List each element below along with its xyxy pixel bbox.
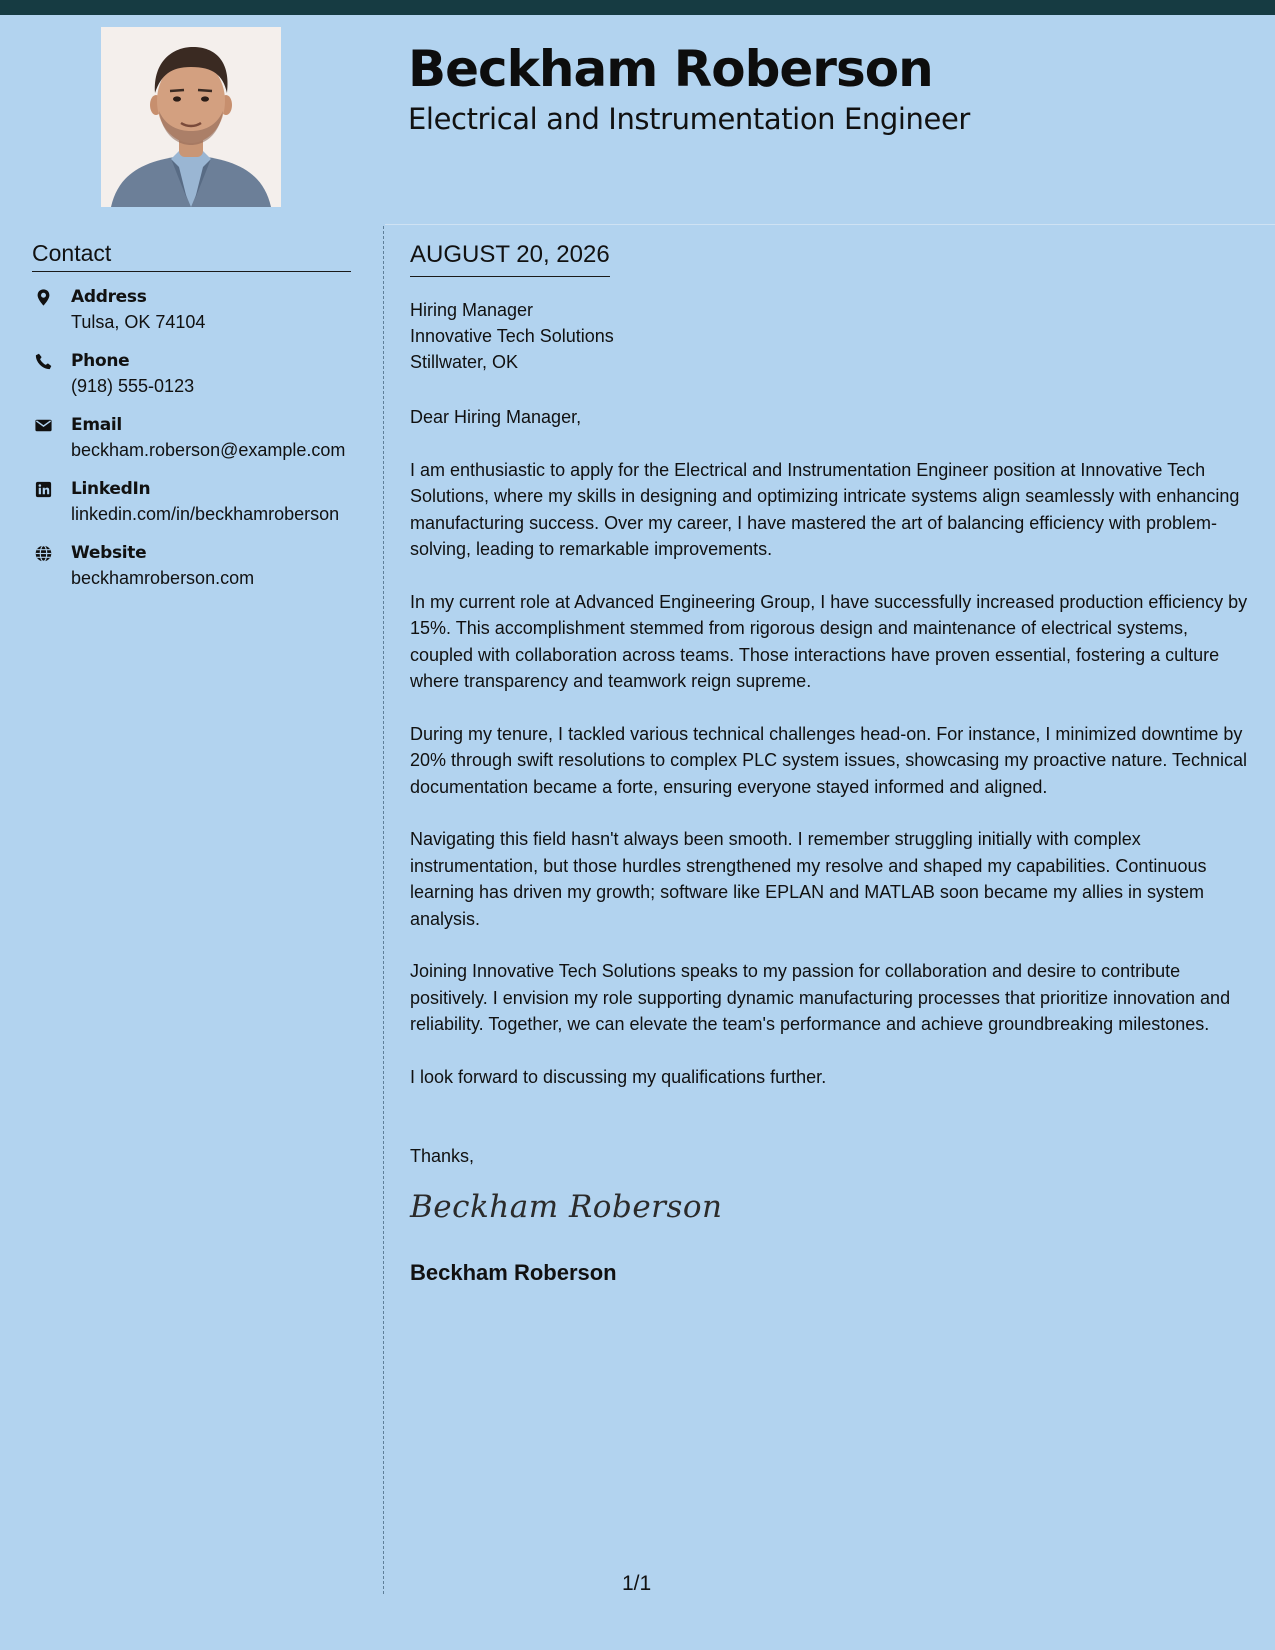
letter-paragraph: Joining Innovative Tech Solutions speaks to my passion for collaboration and desire to contribute positively. I envision my role supporting dynamic manufacturing processes that prioritize innovation and reliability. Together, we can elevate the team's performance and achieve groundbreaking milestones. [410,961,1231,1034]
applicant-job-title: Electrical and Instrumentation Engineer [408,102,970,136]
recipient-location: Stillwater, OK [410,352,519,372]
recipient-company: Innovative Tech Solutions [410,326,614,346]
contact-heading: Contact [32,240,351,272]
column-divider [383,226,384,1594]
letter-paragraph: Navigating this field hasn't always been smooth. I remember struggling initially with complex instrumentation, but those hurdles strengthened my resolve and shaped my capabilities. Continuous learning has driven my growth; software like EPLAN and MATLAB soon became my allies in system analysis. [410,829,1207,929]
profile-photo [101,27,281,207]
contact-value-address: Tulsa, OK 74104 [71,312,206,332]
contact-item-linkedin [32,477,351,527]
contact-label-address: Address [71,287,147,307]
contact-item-address [32,285,351,335]
contact-label-linkedin: LinkedIn [71,479,151,499]
contact-value-phone[interactable]: (918) 555-0123 [71,376,195,396]
map-pin-icon [34,288,53,307]
portrait-illustration [101,27,281,207]
contact-label-phone: Phone [71,351,130,371]
phone-icon [34,352,53,371]
cover-letter-body [410,240,1248,1286]
applicant-name: Beckham Roberson [408,40,933,98]
contact-label-website: Website [71,543,147,563]
contact-label-email: Email [71,415,122,435]
recipient-name: Hiring Manager [410,300,534,320]
salutation: Dear Hiring Manager, [410,407,582,427]
letter-paragraph: In my current role at Advanced Engineering Group, I have successfully increased production efficiency by 15%. This accomplishment stemmed from rigorous design and maintenance of electrical systems, coupled with collaboration across teams. Those interactions have proven essential, fostering a culture where transparency and teamwork reign supreme. [410,591,1248,691]
contact-item-phone [32,349,351,399]
closing-line: I look forward to discussing my qualifications further. [410,1066,827,1087]
globe-icon [34,544,53,563]
contact-item-email [32,413,351,463]
letter-paragraph: I am enthusiastic to apply for the Electrical and Instrumentation Engineer position at Innovative Tech Solutions, where my skills in designing and optimizing intricate systems align seamlessly with enhancing manufacturing success. Over my career, I have mastered the art of balancing efficiency with problem-solving, leading to remarkable improvements. [410,459,1240,559]
letter-paragraph: During my tenure, I tackled various technical challenges head-on. For instance, I minimized downtime by 20% through swift resolutions to complex PLC system issues, showcasing my proactive nature. Technical documentation became a forte, ensuring everyone stayed informed and aligned. [410,723,1248,797]
linkedin-icon [34,480,53,499]
recipient-block [410,297,1248,375]
top-accent-bar [0,0,1275,15]
page-number: 1/1 [622,1572,652,1595]
header-divider [385,224,1275,225]
contact-item-website [32,541,351,591]
letter-date: AUGUST 20, 2026 [410,240,610,277]
contact-sidebar [32,240,351,605]
envelope-icon [34,416,53,435]
sign-off: Thanks, [410,1146,475,1166]
contact-value-email[interactable]: beckham.roberson@example.com [71,440,346,460]
contact-value-website[interactable]: beckhamroberson.com [71,568,255,588]
signed-name: Beckham Roberson [410,1259,617,1285]
handwritten-signature: Beckham Roberson [410,1188,723,1225]
contact-value-linkedin[interactable]: linkedin.com/in/beckhamroberson [71,504,340,524]
